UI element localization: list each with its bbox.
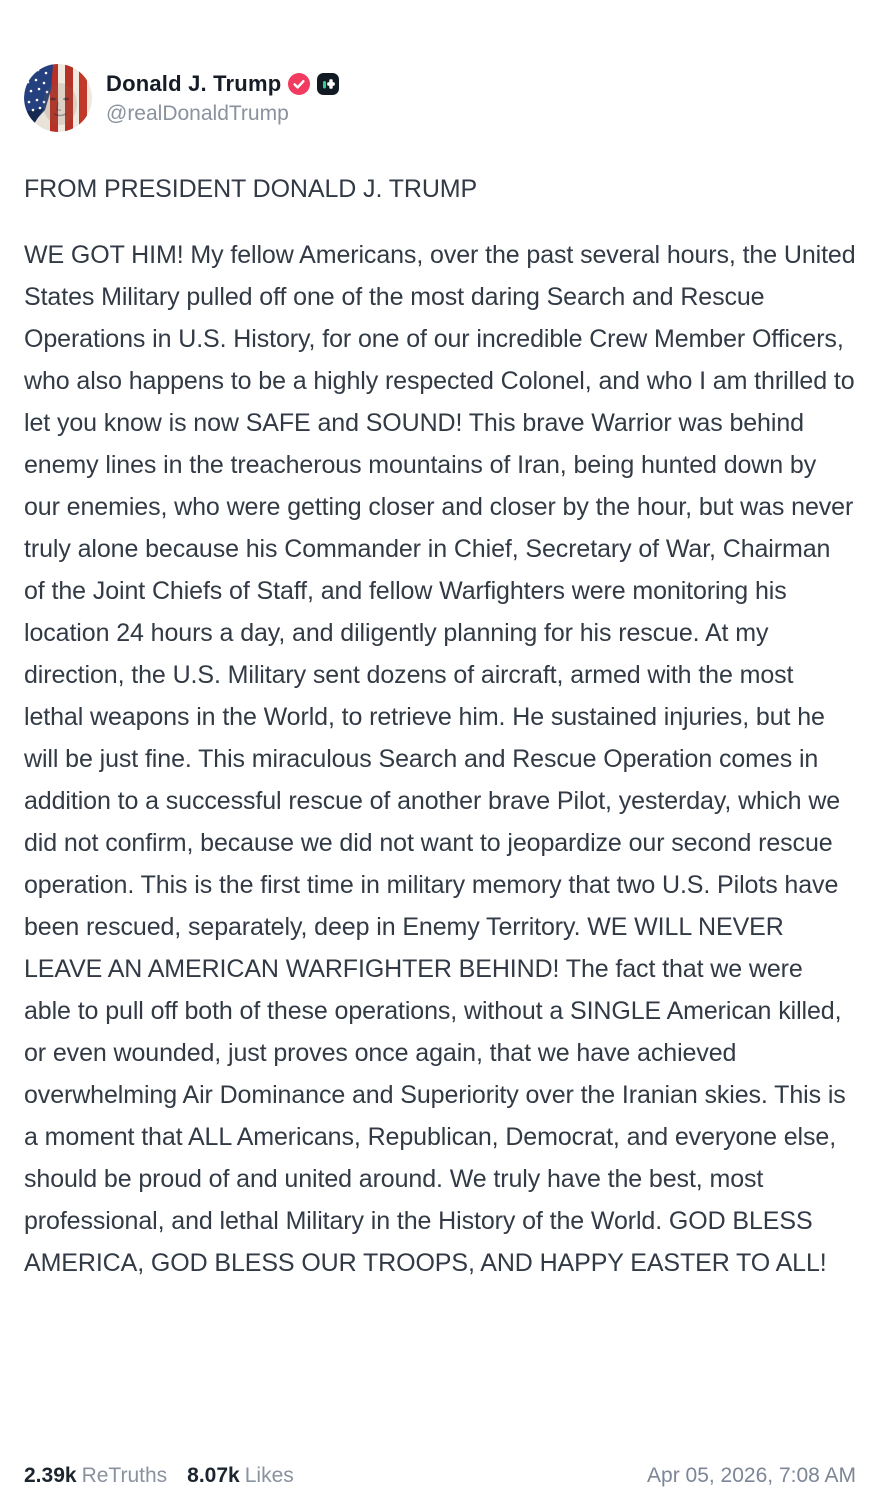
author-meta <box>106 71 339 126</box>
post-timestamp[interactable]: Apr 05, 2026, 7:08 AM <box>647 1464 856 1487</box>
likes-stat[interactable] <box>187 1464 294 1488</box>
avatar[interactable] <box>24 64 92 132</box>
verified-badge-icon <box>288 73 310 95</box>
flag-face-avatar-image <box>24 64 92 132</box>
retruths-count: 2.39k <box>24 1464 77 1487</box>
likes-count: 8.07k <box>187 1464 240 1487</box>
post-stats <box>24 1464 294 1488</box>
truth-plus-badge-icon <box>317 73 339 95</box>
post-paragraph-main: WE GOT HIM! My fellow Americans, over the past several hours, the United States Military pulled off one of the most daring Search and Rescue Operations in U.S. History, for one of our incredible Crew Member Officers, who also happens to be a highly respected Colonel, and who I am thrilled to let you know is now SAFE and SOUND! This brave Warrior was behind enemy lines in the treacherous mountains of Iran, being hunted down by our enemies, who were getting closer and closer by the hour, but was never truly alone because his Commander in Chief, Secretary of War, Chairman of the Joint Chiefs of Staff, and fellow Warfighters were monitoring his location 24 hours a day, and diligently planning for his rescue. At my direction, the U.S. Military sent dozens of aircraft, armed with the most lethal weapons in the World, to retrieve him. He sustained injuries, but he will be just fine. This miraculous Search and Rescue Operation comes in addition to a successful rescue of another brave Pilot, yesterday, which we did not confirm, because we did not want to jeopardize our second rescue operation. This is the first time in military memory that two U.S. Pilots have been rescued, separately, deep in Enemy Territory. WE WILL NEVER LEAVE AN AMERICAN WARFIGHTER BEHIND! The fact that we were able to pull off both of these operations, without a SINGLE American killed, or even wounded, just proves once again, that we have achieved overwhelming Air Dominance and Superiority over the Iranian skies. This is a moment that ALL Americans, Republican, Democrat, and everyone else, should be proud of and united around. We truly have the best, most professional, and lethal Military in the History of the World. GOD BLESS AMERICA, GOD BLESS OUR TROOPS, AND HAPPY EASTER TO ALL! <box>24 241 856 1277</box>
author-handle[interactable]: @realDonaldTrump <box>106 101 289 125</box>
post-body <box>24 168 856 1284</box>
retruths-stat[interactable] <box>24 1464 167 1488</box>
post-paragraph-heading: FROM PRESIDENT DONALD J. TRUMP <box>24 175 478 203</box>
retruths-label: ReTruths <box>81 1464 168 1487</box>
post-header <box>24 64 856 132</box>
post-footer <box>24 1464 856 1494</box>
likes-label: Likes <box>244 1464 294 1487</box>
author-name[interactable]: Donald J. Trump <box>106 70 282 96</box>
